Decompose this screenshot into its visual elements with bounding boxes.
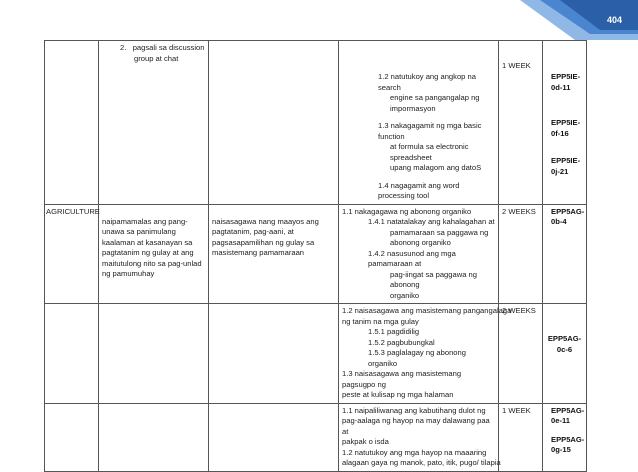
learning-code: EPP5IE- xyxy=(551,118,581,127)
content-standard-cell xyxy=(99,403,209,471)
competency-line: 1.2 natutukoy ang angkop na search xyxy=(378,72,476,92)
performance-standard-line: naisasagawa nang maayos ang xyxy=(212,216,319,226)
learning-code: 0f-16 xyxy=(551,128,569,138)
learning-code: EPP5IE- xyxy=(551,72,581,81)
page-number: 404 xyxy=(606,15,622,25)
learning-code: 0g-15 xyxy=(551,445,571,454)
subject-cell xyxy=(45,41,99,205)
competency-line: 1.3 naisasagawa ang masistemang pagsugpo ng xyxy=(342,369,462,389)
performance-standard-cell xyxy=(209,41,339,205)
learning-code: 0d-11 xyxy=(551,82,571,92)
competency-line: pamamaraan sa paggawa ng xyxy=(390,227,489,237)
duration-cell xyxy=(499,304,543,404)
content-standard-line: ng pamumuhay xyxy=(102,269,155,278)
learning-code: 0c-6 xyxy=(556,344,573,354)
table-row xyxy=(45,204,587,304)
learning-code: EPP5AG- xyxy=(551,206,585,216)
duration-value: 2 WEEKS xyxy=(502,206,536,216)
duration-value: 1 WEEK xyxy=(502,405,531,415)
competency-line: abonong organiko xyxy=(390,238,451,247)
competency-line: 1.4.2 nasusunod ang mga pamamaraan at xyxy=(368,248,456,268)
code-cell xyxy=(543,403,587,471)
competency-line: ng tanim na mga gulay xyxy=(342,316,419,326)
subject-cell xyxy=(45,304,99,404)
competency-line: 1.2 naisasagawa ang masistemang pangangalaga xyxy=(342,306,512,315)
discussion-line: group at chat xyxy=(134,53,179,63)
content-standard-line: unawa sa panimulang xyxy=(102,227,176,236)
competency-line: pakpak o isda xyxy=(342,437,389,446)
performance-standard-line: pagsasapamilihan ng gulay sa xyxy=(212,237,315,247)
competency-line: 1.3 nakagagamit ng mga basic function xyxy=(378,121,482,141)
competency-line: 1.5.2 pagbubungkal xyxy=(368,337,435,347)
learning-code: EPP5AG- xyxy=(547,334,582,343)
learning-code: EPP5IE- xyxy=(551,156,581,165)
content-standard-line: naipamamalas ang pang- xyxy=(102,216,188,226)
performance-standard-line: pagtatanim, pag-aani, at xyxy=(212,227,294,236)
competency-cell xyxy=(339,204,499,304)
learning-code: EPP5AG- xyxy=(551,434,585,444)
learning-code: EPP5AG- xyxy=(551,405,585,415)
learning-code: 0e-11 xyxy=(551,416,571,425)
competency-cell xyxy=(339,403,499,471)
duration-value: 2 WEEKS xyxy=(502,306,536,315)
competency-line: organiko xyxy=(390,290,420,300)
competency-line: 1.5.3 paglalagay ng abonong organiko xyxy=(368,348,466,368)
subject-cell xyxy=(45,204,99,304)
table-row xyxy=(45,304,587,404)
code-cell xyxy=(543,204,587,304)
subject-cell xyxy=(45,403,99,471)
competency-cell xyxy=(339,304,512,404)
learning-code: 0b-4 xyxy=(551,217,567,226)
page-header-banner xyxy=(0,0,638,40)
competency-line: pag-aalaga ng hayop na may dalawang paa at xyxy=(342,416,490,436)
discussion-item-number: 2. xyxy=(120,43,127,52)
competency-line: at formula sa electronic spreadsheet xyxy=(390,142,469,162)
competency-line: alagaan gaya ng manok, pato, itik, pugo/ tilapia xyxy=(342,458,501,467)
competency-line: engine sa pangangalap ng xyxy=(390,93,480,102)
code-cell xyxy=(543,304,587,404)
duration-cell xyxy=(499,41,543,205)
competency-line: 1.5.1 pagdidilig xyxy=(368,327,420,336)
subject-label: AGRICULTURE xyxy=(46,206,100,216)
competency-line: impormasyon xyxy=(390,103,436,113)
performance-standard-cell xyxy=(209,403,339,471)
table-row xyxy=(45,41,587,205)
competency-line: 1.4.1 natatalakay ang kahalagahan at xyxy=(368,217,495,226)
content-standard-line: maitutulong nito sa pag-unlad xyxy=(102,258,202,268)
curriculum-table xyxy=(44,40,587,472)
content-standard-cell xyxy=(99,304,209,404)
performance-standard-line: masistemang pamamaraan xyxy=(212,248,305,257)
content-standard-cell xyxy=(99,204,209,304)
duration-value: 1 WEEK xyxy=(502,61,531,70)
duration-cell xyxy=(499,204,543,304)
content-standard-cell xyxy=(99,41,209,205)
competency-line: pag-iingat sa paggawa ng abonong xyxy=(390,269,477,289)
table-row xyxy=(45,403,587,471)
competency-line: 1.1 nakagagawa ng abonong organiko xyxy=(342,206,472,216)
competency-line: 1.4 nagagamit ang word processing tool xyxy=(378,180,460,200)
performance-standard-cell xyxy=(209,204,339,304)
learning-code: 0j-21 xyxy=(551,166,569,176)
competency-cell xyxy=(339,41,499,205)
competency-line: peste at kulisap ng mga halaman xyxy=(342,390,454,399)
discussion-line: pagsali sa discussion xyxy=(132,43,205,52)
content-standard-line: kaalaman at kasanayan sa xyxy=(102,237,193,247)
competency-line: 1.2 natutukoy ang mga hayop na maaaring xyxy=(342,447,487,457)
performance-standard-cell xyxy=(209,304,339,404)
competency-line: 1.1 naipaliliwanag ang kabutihang dulot ng xyxy=(342,405,486,415)
duration-cell xyxy=(499,403,543,471)
code-cell xyxy=(543,41,587,205)
content-standard-line: pagtatanim ng gulay at ang xyxy=(102,248,194,257)
competency-line: upang malagom ang datoS xyxy=(390,163,482,172)
